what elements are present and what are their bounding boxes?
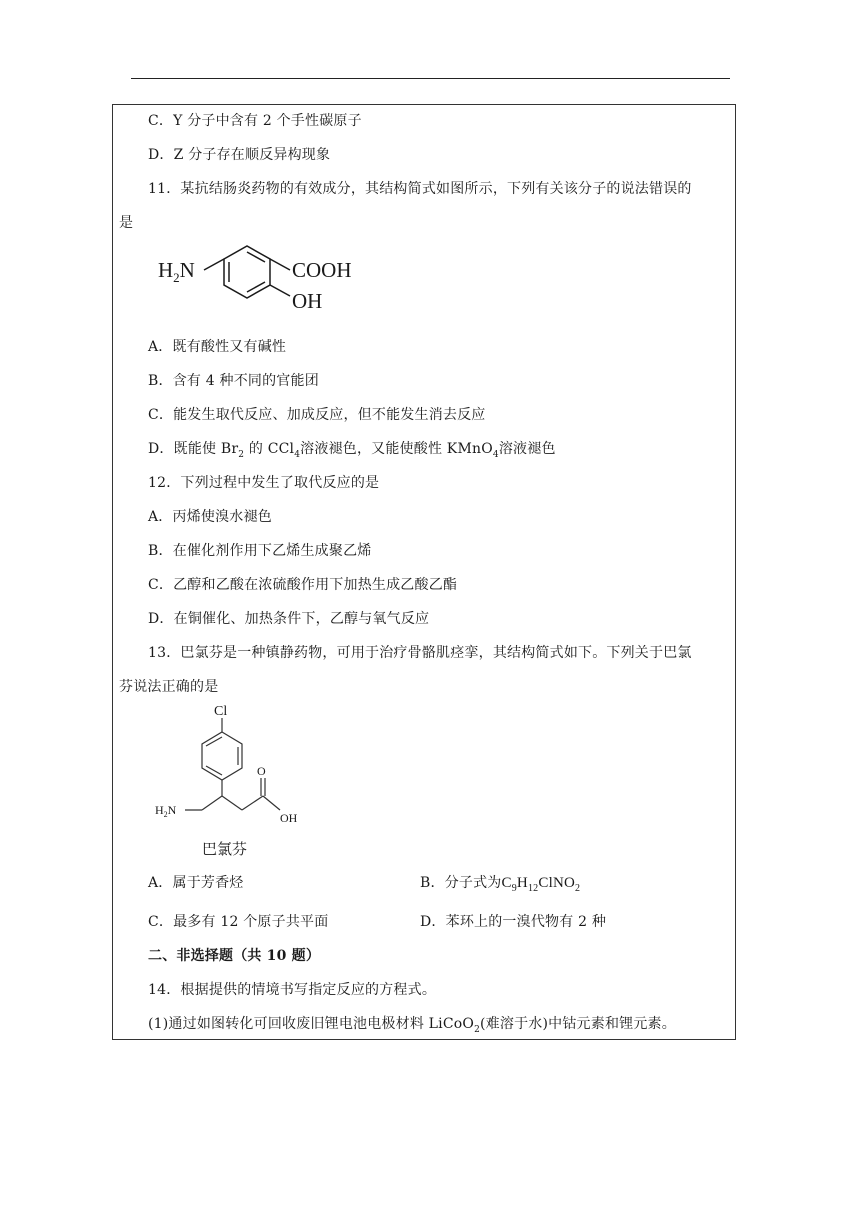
q13-structure [150, 700, 320, 862]
carbonyl-oxygen-label: O [257, 764, 266, 778]
q11-structure [150, 240, 390, 322]
q12-option-b: B．在催化剂作用下乙烯生成聚乙烯 [148, 543, 372, 559]
chloro-label: Cl [214, 704, 228, 719]
q11-option-d: D．既能使 $Br_2$ 的 CCl$_4$溶液褪色，又能使酸性 KMnO$_4$溶液褪色 [148, 441, 556, 460]
q13-stem-cont: 芬说法正确的是 [119, 679, 219, 695]
q13-option-d: D．苯环上的一溴代物有 2 种 [420, 914, 607, 930]
q13-option-b: B．分子式为$C_9H_{12}ClNO_2$ [420, 875, 581, 894]
structure-caption: 巴氯芬 [202, 840, 248, 858]
header-rule [131, 78, 730, 79]
q12-option-d: D．在铜催化、加热条件下，乙醇与氧气反应 [148, 611, 430, 627]
q10-option-c: C．Y 分子中含有 2 个手性碳原子 [148, 113, 362, 129]
q11-option-b: B．含有 4 种不同的官能团 [148, 373, 319, 389]
q12-option-a: A．丙烯使溴水褪色 [148, 509, 272, 525]
amine-group: $H_2N$ [158, 258, 195, 285]
q10-option-d: D．Z 分子存在顺反异构现象 [148, 147, 331, 163]
q13-stem: 13．巴氯芬是一种镇静药物，可用于治疗骨骼肌痉挛，其结构简式如下。下列关于巴氯 [148, 645, 692, 661]
q14-part-1: (1)通过如图转化可回收废旧锂电池电极材料 LiCoO$_2$(难溶于水)中钴元素和锂元素。 [148, 1016, 676, 1035]
q13-option-c: C．最多有 12 个原子共平面 [148, 914, 329, 930]
hydroxyl-label: OH [280, 811, 298, 825]
q11-option-c: C．能发生取代反应、加成反应，但不能发生消去反应 [148, 407, 486, 423]
q12-stem: 12．下列过程中发生了取代反应的是 [148, 475, 380, 491]
hydroxyl-group: OH [292, 289, 323, 313]
carboxyl-group: COOH [292, 258, 352, 282]
section-heading: 二、非选择题（共 10 题） [148, 948, 321, 964]
amine-label: $H_2N$ [155, 803, 177, 819]
q14-stem: 14．根据提供的情境书写指定反应的方程式。 [148, 982, 437, 998]
q11-option-a: A．既有酸性又有碱性 [148, 339, 287, 355]
q11-stem-cont: 是 [119, 215, 134, 231]
q11-stem: 11．某抗结肠炎药物的有效成分，其结构简式如图所示，下列有关该分子的说法错误的 [148, 181, 692, 197]
q12-option-c: C．乙醇和乙酸在浓硫酸作用下加热生成乙酸乙酯 [148, 577, 458, 593]
q13-option-a: A．属于芳香烃 [148, 875, 244, 891]
